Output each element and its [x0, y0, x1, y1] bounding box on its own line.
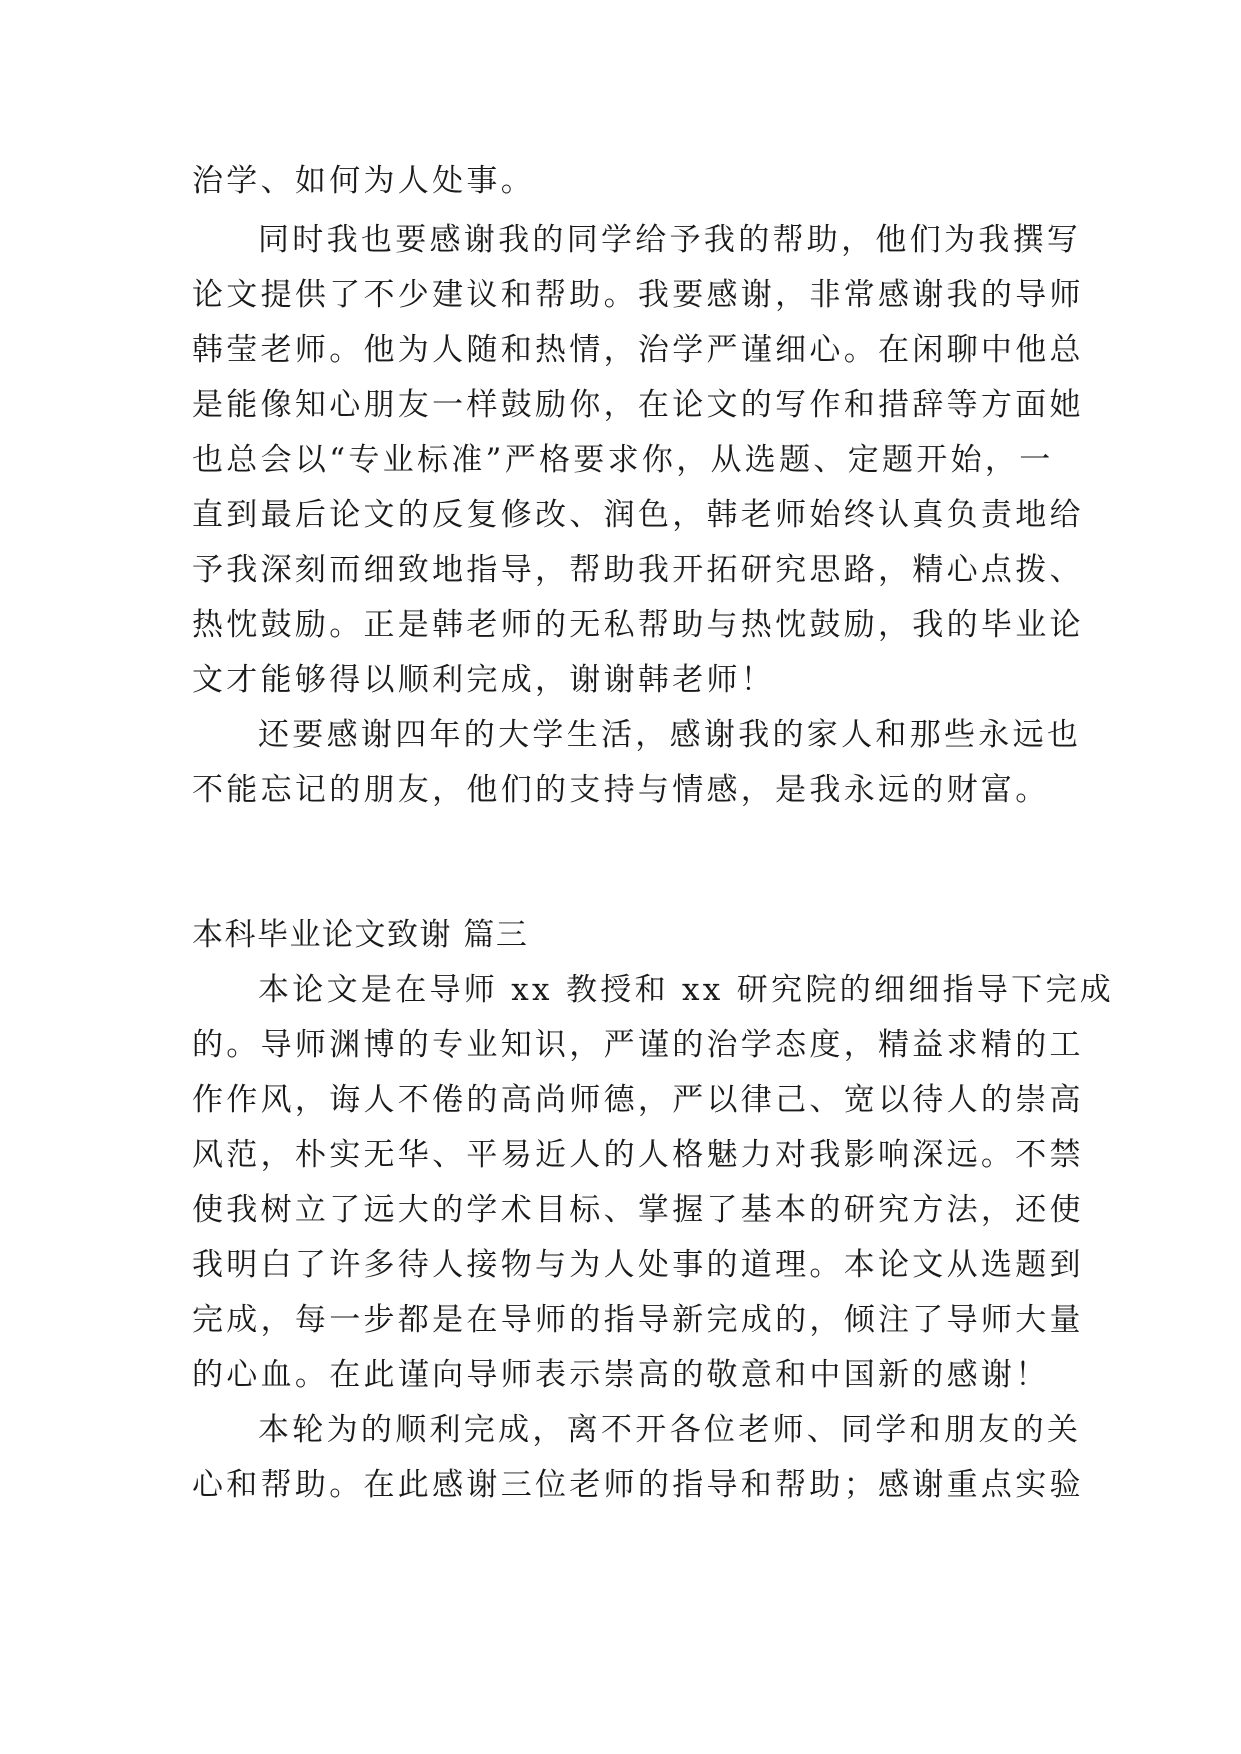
paragraph-first-line: 本轮为的顺利完成，离不开各位老师、同学和朋友的关: [258, 1412, 1082, 1448]
text-line: 文才能够得以顺利完成，谢谢韩老师！: [192, 662, 776, 698]
text-line: 不能忘记的朋友，他们的支持与情感，是我永远的财富。: [192, 772, 1050, 808]
text-line: 心和帮助。在此感谢三位老师的指导和帮助；感谢重点实验: [192, 1467, 1084, 1503]
paragraph-first-line: 本论文是在导师 xx 教授和 xx 研究院的细细指导下完成: [258, 972, 1115, 1008]
text-line: 也总会以“专业标准”严格要求你，从选题、定题开始，一: [192, 442, 1054, 478]
section-heading: 本科毕业论文致谢 篇三: [192, 917, 529, 953]
text-line: 使我树立了远大的学术目标、掌握了基本的研究方法，还使: [192, 1192, 1084, 1228]
text-line: 予我深刻而细致地指导，帮助我开拓研究思路，精心点拨、: [192, 552, 1084, 588]
text-line: 热忱鼓励。正是韩老师的无私帮助与热忱鼓励，我的毕业论: [192, 607, 1084, 643]
text-line: 治学、如何为人处事。: [192, 163, 535, 199]
text-line: 的心血。在此谨向导师表示崇高的敬意和中国新的感谢！: [192, 1357, 1050, 1393]
text-line: 韩莹老师。他为人随和热情，治学严谨细心。在闲聊中他总: [192, 332, 1084, 368]
paragraph-first-line: 同时我也要感谢我的同学给予我的帮助，他们为我撰写: [258, 222, 1082, 258]
text-line: 是能像知心朋友一样鼓励你，在论文的写作和措辞等方面她: [192, 387, 1084, 423]
paragraph-first-line: 还要感谢四年的大学生活，感谢我的家人和那些永远也: [258, 717, 1082, 753]
text-line: 直到最后论文的反复修改、润色，韩老师始终认真负责地给: [192, 497, 1084, 533]
text-line: 论文提供了不少建议和帮助。我要感谢，非常感谢我的导师: [192, 277, 1084, 313]
text-line: 作作风，诲人不倦的高尚师德，严以律己、宽以待人的崇高: [192, 1082, 1084, 1118]
text-line: 的。导师渊博的专业知识，严谨的治学态度，精益求精的工: [192, 1027, 1084, 1063]
text-line: 完成，每一步都是在导师的指导新完成的，倾注了导师大量: [192, 1302, 1084, 1338]
text-line: 风范，朴实无华、平易近人的人格魅力对我影响深远。不禁: [192, 1137, 1084, 1173]
text-line: 我明白了许多待人接物与为人处事的道理。本论文从选题到: [192, 1247, 1084, 1283]
